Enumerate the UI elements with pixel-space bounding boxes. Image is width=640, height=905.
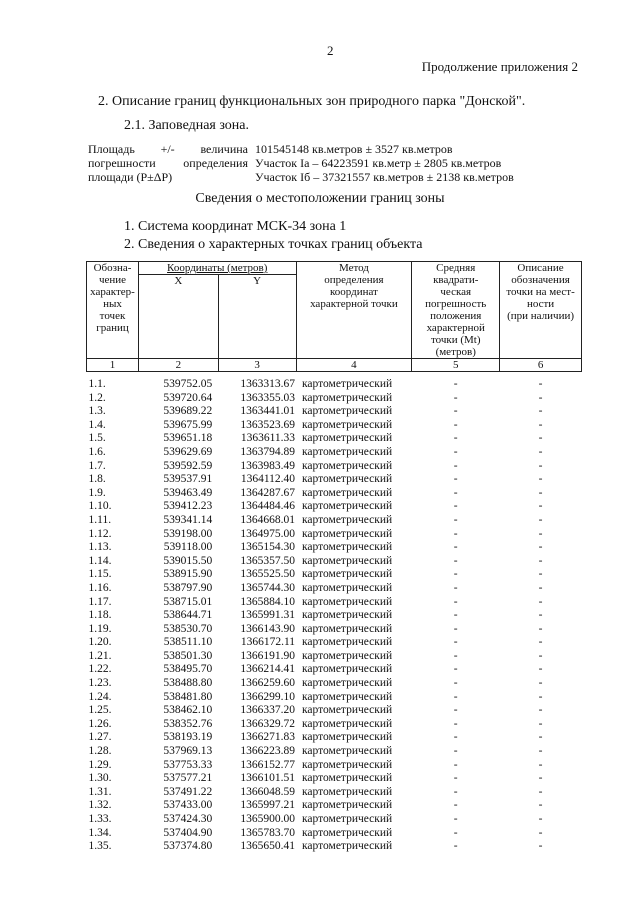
table-row bbox=[87, 704, 582, 718]
method: картометрический bbox=[302, 473, 393, 486]
point-description: - bbox=[538, 758, 543, 771]
col-header-x bbox=[138, 275, 218, 359]
mean-error: - bbox=[453, 500, 458, 513]
method: картометрический bbox=[302, 500, 393, 513]
coord-y: 1366259.60 bbox=[240, 677, 296, 690]
table-row bbox=[87, 432, 582, 446]
area-label-line: погрешности определения bbox=[88, 156, 248, 170]
table-row bbox=[87, 378, 582, 392]
coord-y: 1366223.89 bbox=[240, 745, 296, 758]
coord-x: 538915.90 bbox=[163, 568, 213, 581]
coord-x: 539537.91 bbox=[163, 473, 213, 486]
method: картометрический bbox=[302, 527, 393, 540]
point-id: 1.15. bbox=[88, 568, 112, 581]
area-value-line: Участок Iб – 37321557 кв.метров ± 2138 кв.метров bbox=[255, 170, 514, 184]
method: картометрический bbox=[302, 445, 393, 458]
point-id: 1.34. bbox=[88, 826, 112, 839]
point-id: 1.13. bbox=[88, 541, 112, 554]
coord-x: 538488.80 bbox=[163, 677, 213, 690]
table-row bbox=[87, 596, 582, 610]
point-id: 1.2. bbox=[88, 391, 106, 404]
point-id: 1.32. bbox=[88, 799, 112, 812]
point-description: - bbox=[538, 813, 543, 825]
coord-x: 538797.90 bbox=[163, 581, 213, 594]
coord-y: 1364112.40 bbox=[240, 473, 296, 486]
point-id: 1.25. bbox=[88, 704, 112, 717]
point-id: 1.33. bbox=[88, 813, 112, 825]
mean-error: - bbox=[453, 813, 458, 825]
point-description: - bbox=[538, 649, 543, 662]
point-description: - bbox=[538, 527, 543, 540]
coord-x: 539198.00 bbox=[163, 527, 213, 540]
mean-error: - bbox=[453, 840, 458, 853]
coord-y: 1363441.01 bbox=[240, 405, 296, 418]
point-description: - bbox=[538, 568, 543, 581]
method: картометрический bbox=[302, 649, 393, 662]
col-header-coords bbox=[138, 262, 296, 275]
coord-y: 1363523.69 bbox=[240, 418, 296, 431]
header-text: Обозна- чение характер- ных точек границ bbox=[90, 262, 135, 334]
point-description: - bbox=[538, 799, 543, 812]
coord-x: 539015.50 bbox=[163, 554, 213, 567]
coord-y: 1364975.00 bbox=[240, 527, 296, 540]
list-item: 1. Система координат МСК-34 зона 1 bbox=[124, 219, 347, 234]
point-description: - bbox=[538, 486, 543, 499]
coord-x: 539463.49 bbox=[163, 486, 213, 499]
point-description: - bbox=[538, 391, 543, 404]
mean-error: - bbox=[453, 405, 458, 418]
point-description: - bbox=[538, 378, 543, 390]
method: картометрический bbox=[302, 690, 393, 703]
method: картометрический bbox=[302, 459, 393, 472]
point-id: 1.31. bbox=[88, 785, 112, 798]
table-row bbox=[87, 528, 582, 542]
point-id: 1.3. bbox=[88, 405, 106, 418]
section-title: Сведения о местоположении границ зоны bbox=[195, 191, 445, 206]
coord-y: 1365997.21 bbox=[240, 799, 296, 812]
point-id: 1.17. bbox=[88, 595, 112, 608]
method: картометрический bbox=[302, 785, 393, 798]
point-id: 1.18. bbox=[88, 609, 112, 622]
coord-y: 1365357.50 bbox=[240, 554, 296, 567]
table-row bbox=[87, 555, 582, 569]
coord-x: 537404.90 bbox=[163, 826, 213, 839]
point-description: - bbox=[538, 704, 543, 717]
header-text: Описание обозначения точки на мест- ности (при наличии) bbox=[506, 262, 575, 322]
method: картометрический bbox=[302, 609, 393, 622]
coord-x: 538481.80 bbox=[163, 690, 213, 703]
coord-y: 1365525.50 bbox=[240, 568, 296, 581]
mean-error: - bbox=[453, 704, 458, 717]
point-description: - bbox=[538, 405, 543, 418]
point-description: - bbox=[538, 473, 543, 486]
table-row bbox=[87, 840, 582, 854]
table-row bbox=[87, 419, 582, 433]
coord-x: 539651.18 bbox=[163, 432, 213, 445]
mean-error: - bbox=[453, 649, 458, 662]
table-row bbox=[87, 500, 582, 514]
table-row bbox=[87, 813, 582, 827]
items-list bbox=[124, 218, 422, 254]
method: картометрический bbox=[302, 378, 393, 390]
point-description: - bbox=[538, 840, 543, 853]
coord-x: 538193.19 bbox=[163, 731, 213, 744]
coord-y: 1366152.77 bbox=[240, 758, 296, 771]
mean-error: - bbox=[453, 581, 458, 594]
header-text: Средняя квадрати- ческая погрешность положения характерной точки (Mt) (метров) bbox=[425, 262, 487, 358]
coord-x: 539752.05 bbox=[163, 378, 213, 390]
point-description: - bbox=[538, 745, 543, 758]
mean-error: - bbox=[453, 799, 458, 812]
point-id: 1.29. bbox=[88, 758, 112, 771]
method: картометрический bbox=[302, 813, 393, 825]
method: картометрический bbox=[302, 840, 393, 853]
mean-error: - bbox=[453, 622, 458, 635]
coord-y: 1365650.41 bbox=[240, 840, 296, 853]
column-number: 2 bbox=[138, 359, 218, 372]
table-row bbox=[87, 786, 582, 800]
coord-y: 1366101.51 bbox=[240, 772, 296, 785]
method: картометрический bbox=[302, 636, 393, 649]
point-id: 1.11. bbox=[88, 513, 112, 526]
table-row bbox=[87, 759, 582, 773]
coord-y: 1366191.90 bbox=[240, 649, 296, 662]
coord-y: 1365900.00 bbox=[240, 813, 296, 825]
coord-x: 539689.22 bbox=[163, 405, 213, 418]
mean-error: - bbox=[453, 459, 458, 472]
coord-y: 1366271.83 bbox=[240, 731, 296, 744]
col-header-method bbox=[296, 262, 412, 359]
point-description: - bbox=[538, 690, 543, 703]
point-description: - bbox=[538, 445, 543, 458]
column-number: 1 bbox=[87, 359, 139, 372]
point-description: - bbox=[538, 663, 543, 676]
coord-x: 539629.69 bbox=[163, 445, 213, 458]
method: картометрический bbox=[302, 704, 393, 717]
coord-x: 538462.10 bbox=[163, 704, 213, 717]
table-row bbox=[87, 772, 582, 786]
coord-x: 538352.76 bbox=[163, 717, 213, 730]
area-block bbox=[88, 142, 514, 184]
boundary-points-table bbox=[86, 261, 582, 854]
point-id: 1.1. bbox=[88, 378, 106, 390]
header-text: Y bbox=[253, 275, 262, 287]
section-heading: 2. Описание границ функциональных зон природного парка "Донской". bbox=[98, 94, 526, 109]
method: картометрический bbox=[302, 405, 393, 418]
point-id: 1.22. bbox=[88, 663, 112, 676]
coord-x: 539592.59 bbox=[163, 459, 213, 472]
coord-y: 1363355.03 bbox=[240, 391, 296, 404]
coord-y: 1363313.67 bbox=[240, 378, 296, 390]
mean-error: - bbox=[453, 541, 458, 554]
coord-x: 538644.71 bbox=[163, 609, 213, 622]
column-number: 5 bbox=[412, 359, 500, 372]
point-id: 1.10. bbox=[88, 500, 112, 513]
coord-y: 1366172.11 bbox=[240, 636, 296, 649]
point-description: - bbox=[538, 418, 543, 431]
table-row bbox=[87, 473, 582, 487]
mean-error: - bbox=[453, 418, 458, 431]
point-description: - bbox=[538, 554, 543, 567]
point-description: - bbox=[538, 513, 543, 526]
table-row bbox=[87, 460, 582, 474]
mean-error: - bbox=[453, 772, 458, 785]
point-description: - bbox=[538, 636, 543, 649]
point-id: 1.14. bbox=[88, 554, 112, 567]
point-id: 1.7. bbox=[88, 459, 106, 472]
mean-error: - bbox=[453, 568, 458, 581]
coord-x: 539118.00 bbox=[163, 541, 213, 554]
point-id: 1.23. bbox=[88, 677, 112, 690]
table-row bbox=[87, 405, 582, 419]
area-value-line: 101545148 кв.метров ± 3527 кв.метров bbox=[255, 142, 453, 156]
mean-error: - bbox=[453, 609, 458, 622]
mean-error: - bbox=[453, 445, 458, 458]
col-header-designation bbox=[87, 262, 139, 359]
coord-y: 1365744.30 bbox=[240, 581, 296, 594]
point-description: - bbox=[538, 459, 543, 472]
mean-error: - bbox=[453, 785, 458, 798]
mean-error: - bbox=[453, 745, 458, 758]
coord-x: 539341.14 bbox=[163, 513, 213, 526]
coord-x: 537577.21 bbox=[163, 772, 213, 785]
coord-y: 1364668.01 bbox=[240, 513, 296, 526]
column-number: 6 bbox=[500, 359, 582, 372]
method: картометрический bbox=[302, 758, 393, 771]
point-description: - bbox=[538, 772, 543, 785]
coord-x: 537433.00 bbox=[163, 799, 213, 812]
coord-y: 1363794.89 bbox=[240, 445, 296, 458]
mean-error: - bbox=[453, 554, 458, 567]
col-header-y bbox=[218, 275, 296, 359]
method: картометрический bbox=[302, 486, 393, 499]
method: картометрический bbox=[302, 513, 393, 526]
coord-y: 1366299.10 bbox=[240, 690, 296, 703]
point-description: - bbox=[538, 717, 543, 730]
mean-error: - bbox=[453, 758, 458, 771]
table-row bbox=[87, 799, 582, 813]
method: картометрический bbox=[302, 663, 393, 676]
mean-error: - bbox=[453, 677, 458, 690]
point-id: 1.9. bbox=[88, 486, 106, 499]
method: картометрический bbox=[302, 826, 393, 839]
mean-error: - bbox=[453, 527, 458, 540]
point-description: - bbox=[538, 785, 543, 798]
table-row bbox=[87, 623, 582, 637]
column-number: 4 bbox=[296, 359, 412, 372]
area-values bbox=[255, 142, 514, 184]
coord-x: 539720.64 bbox=[163, 391, 213, 404]
point-id: 1.5. bbox=[88, 432, 106, 445]
table-row bbox=[87, 487, 582, 501]
point-description: - bbox=[538, 595, 543, 608]
point-id: 1.27. bbox=[88, 731, 112, 744]
mean-error: - bbox=[453, 473, 458, 486]
subsection-heading: 2.1. Заповедная зона. bbox=[124, 118, 250, 133]
area-value-line: Участок Iа – 64223591 кв.метр ± 2805 кв.метров bbox=[255, 156, 502, 170]
mean-error: - bbox=[453, 595, 458, 608]
coord-y: 1366143.90 bbox=[240, 622, 296, 635]
col-header-description bbox=[500, 262, 582, 359]
table-row bbox=[87, 582, 582, 596]
coord-y: 1366214.41 bbox=[240, 663, 296, 676]
point-description: - bbox=[538, 432, 543, 445]
coord-x: 538501.30 bbox=[163, 649, 213, 662]
coord-x: 537753.33 bbox=[163, 758, 213, 771]
point-id: 1.4. bbox=[88, 418, 106, 431]
list-item: 2. Сведения о характерных точках границ объекта bbox=[124, 237, 423, 252]
point-description: - bbox=[538, 677, 543, 690]
area-label-line: площади (P±ΔP) bbox=[88, 170, 173, 184]
table-row bbox=[87, 541, 582, 555]
point-description: - bbox=[538, 731, 543, 744]
point-id: 1.30. bbox=[88, 772, 112, 785]
method: картометрический bbox=[302, 745, 393, 758]
table-row bbox=[87, 636, 582, 650]
point-description: - bbox=[538, 541, 543, 554]
method: картометрический bbox=[302, 554, 393, 567]
point-description: - bbox=[538, 622, 543, 635]
header-text: Метод определения координат характерной точки bbox=[310, 262, 398, 310]
point-description: - bbox=[538, 609, 543, 622]
coord-x: 538530.70 bbox=[163, 622, 213, 635]
coord-y: 1364287.67 bbox=[240, 486, 296, 499]
table-row bbox=[87, 745, 582, 759]
table-row bbox=[87, 691, 582, 705]
coord-x: 539412.23 bbox=[163, 500, 213, 513]
method: картометрический bbox=[302, 568, 393, 581]
method: картометрический bbox=[302, 418, 393, 431]
point-id: 1.16. bbox=[88, 581, 112, 594]
coord-y: 1365783.70 bbox=[240, 826, 296, 839]
coord-x: 537969.13 bbox=[163, 745, 213, 758]
coord-x: 539675.99 bbox=[163, 418, 213, 431]
column-number: 3 bbox=[218, 359, 296, 372]
mean-error: - bbox=[453, 663, 458, 676]
coord-y: 1365991.31 bbox=[240, 609, 296, 622]
method: картометрический bbox=[302, 432, 393, 445]
point-id: 1.12. bbox=[88, 527, 112, 540]
table-row bbox=[87, 568, 582, 582]
table-row bbox=[87, 392, 582, 406]
table-row bbox=[87, 514, 582, 528]
coord-y: 1363611.33 bbox=[240, 432, 296, 445]
coord-x: 538715.01 bbox=[163, 595, 213, 608]
coord-x: 537374.80 bbox=[163, 840, 213, 853]
table-row bbox=[87, 718, 582, 732]
point-id: 1.26. bbox=[88, 717, 112, 730]
point-id: 1.8. bbox=[88, 473, 106, 486]
table-row bbox=[87, 731, 582, 745]
mean-error: - bbox=[453, 432, 458, 445]
coord-y: 1364484.46 bbox=[240, 500, 296, 513]
page-number: 2 bbox=[327, 43, 334, 58]
method: картометрический bbox=[302, 772, 393, 785]
mean-error: - bbox=[453, 486, 458, 499]
point-id: 1.6. bbox=[88, 445, 106, 458]
method: картометрический bbox=[302, 581, 393, 594]
method: картометрический bbox=[302, 677, 393, 690]
table-row bbox=[87, 827, 582, 841]
method: картометрический bbox=[302, 595, 393, 608]
method: картометрический bbox=[302, 731, 393, 744]
point-id: 1.20. bbox=[88, 636, 112, 649]
coord-y: 1366337.20 bbox=[240, 704, 296, 717]
point-id: 1.19. bbox=[88, 622, 112, 635]
table-row bbox=[87, 650, 582, 664]
table-row bbox=[87, 663, 582, 677]
coord-x: 537424.30 bbox=[163, 813, 213, 825]
point-description: - bbox=[538, 500, 543, 513]
mean-error: - bbox=[453, 513, 458, 526]
coord-x: 537491.22 bbox=[163, 785, 213, 798]
coord-y: 1365154.30 bbox=[240, 541, 296, 554]
method: картометрический bbox=[302, 799, 393, 812]
point-id: 1.35. bbox=[88, 840, 112, 853]
continuation-note: Продолжение приложения 2 bbox=[421, 59, 578, 74]
coord-x: 538511.10 bbox=[163, 636, 213, 649]
mean-error: - bbox=[453, 378, 458, 390]
coord-y: 1366048.59 bbox=[240, 785, 296, 798]
header-text: Координаты (метров) bbox=[167, 262, 268, 274]
header-text: X bbox=[174, 275, 183, 287]
point-description: - bbox=[538, 581, 543, 594]
table-row bbox=[87, 446, 582, 460]
mean-error: - bbox=[453, 826, 458, 839]
mean-error: - bbox=[453, 690, 458, 703]
mean-error: - bbox=[453, 731, 458, 744]
table-row bbox=[87, 677, 582, 691]
mean-error: - bbox=[453, 636, 458, 649]
coord-y: 1366329.72 bbox=[240, 717, 296, 730]
mean-error: - bbox=[453, 717, 458, 730]
method: картометрический bbox=[302, 541, 393, 554]
method: картометрический bbox=[302, 622, 393, 635]
point-description: - bbox=[538, 826, 543, 839]
table-row bbox=[87, 609, 582, 623]
point-id: 1.24. bbox=[88, 690, 112, 703]
coord-y: 1363983.49 bbox=[240, 459, 296, 472]
col-header-error bbox=[412, 262, 500, 359]
method: картометрический bbox=[302, 391, 393, 404]
area-label-line: Площадь +/- величина bbox=[88, 142, 248, 156]
area-label bbox=[88, 142, 248, 184]
point-id: 1.28. bbox=[88, 745, 112, 758]
coord-x: 538495.70 bbox=[163, 663, 213, 676]
mean-error: - bbox=[453, 391, 458, 404]
coord-y: 1365884.10 bbox=[240, 595, 296, 608]
point-id: 1.21. bbox=[88, 649, 112, 662]
method: картометрический bbox=[302, 717, 393, 730]
